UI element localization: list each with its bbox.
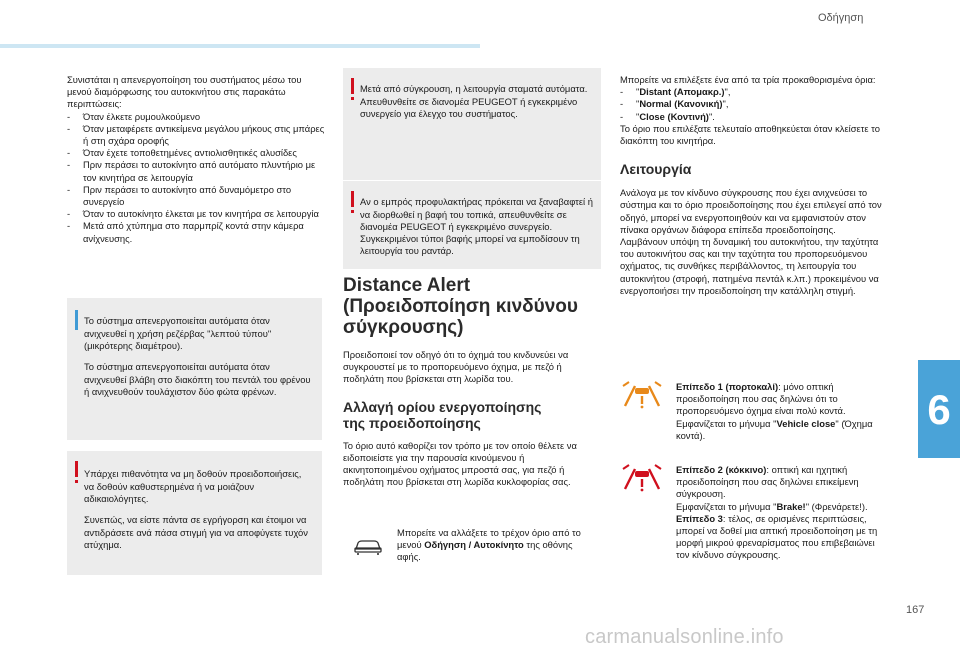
page-number: 167 [906, 604, 925, 616]
level-3-label: Επίπεδο 3 [676, 512, 723, 524]
warning-icon-dot [351, 210, 354, 213]
list-item: - Πριν περάσει το αυτοκίνητο από αυτόματο πλυντήριο με τον κινητήρα σε λειτουργία [67, 159, 327, 183]
list-item: - "Close (Κοντινή)". [620, 111, 882, 123]
note-text: Μπορείτε να αλλάξετε το τρέχον όριο από το μενού [397, 527, 581, 551]
options-outro: Το όριο που επιλέξατε τελευταίο αποθηκεύεται όταν κλείσετε το διακόπτη του κινητήρα. [620, 122, 880, 147]
warning-icon-dot [75, 480, 78, 483]
warning-paragraph: Υπάρχει πιθανότητα να μη δοθούν προειδοποιήσεις, να δοθούν καθυστερημένα ή να μοιάζουν αδικαιολόγητες. [84, 468, 302, 504]
heading-line: σύγκρουσης) [343, 317, 464, 338]
options-intro: Μπορείτε να επιλέξετε ένα από τα τρία προκαθορισμένα όρια: [620, 74, 876, 85]
list-item: - "Distant (Απομακρ.)", [620, 86, 882, 98]
warning-icon [351, 78, 354, 94]
level-1-label: Επίπεδο 1 (πορτοκαλί) [676, 381, 779, 392]
list-item: - Όταν έχετε τοποθετημένες αντιολισθητικές αλυσίδες [67, 147, 327, 159]
warning-paragraph: Συνεπώς, να είστε πάντα σε εγρήγορση και έτοιμοι να αντιδράσετε ανά πάσα στιγμή για να αποφύγετε τυχόν ατύχημα. [84, 514, 308, 550]
level-1-text [676, 381, 886, 418]
option-normal: Normal (Κανονική) [639, 98, 723, 110]
info-box-paragraph: Το σύστημα απενεργοποιείται αυτόματα όταν ανιχνευθεί βλάβη στο διακόπτη του πεντάλ του φρένου ή ανιχνευθούν τουλάχιστον δύο φώτα φρένων. [84, 361, 311, 397]
column-1 [67, 74, 327, 245]
info-box [67, 298, 322, 440]
level-1-block [676, 381, 886, 442]
collision-alert-red-icon [621, 463, 663, 493]
list-item: - Πριν περάσει το αυτοκίνητο από δυναμόμετρο στο συνεργείο [67, 184, 327, 208]
option-close: Close (Κοντινή) [639, 110, 709, 122]
options-list [620, 86, 882, 123]
level-2-3-block [676, 464, 886, 562]
heading-line: Αλλαγή ορίου ενεργοποίησης [343, 398, 542, 415]
option-distant: Distant (Απομακρ.) [639, 86, 725, 98]
chapter-tab [918, 360, 960, 458]
section-paragraph: Προειδοποιεί τον οδηγό ότι το όχημά του κινδυνεύει να συγκρουστεί με το προπορευόμενο όχημα, με πεζό ή ποδηλάτη που βρίσκεται στη λωρίδα του. [343, 349, 569, 385]
section-heading [343, 275, 601, 338]
list-item: - Όταν έλκετε ρυμουλκούμενο [67, 111, 327, 123]
operation-heading: Λειτουργία [620, 161, 692, 178]
column-3 [620, 74, 882, 297]
level-2-text [676, 464, 886, 501]
watermark: carmanualsonline.info [585, 626, 784, 648]
warning-icon [75, 461, 78, 477]
col1-intro: Συνιστάται η απενεργοποίηση του συστήματος μέσω του μενού διαμόρφωσης του αυτοκινήτου στις παρακάτω περιπτώσεις: [67, 74, 302, 110]
menu-note-text [397, 527, 597, 564]
level-1-message [676, 418, 886, 442]
car-icon [353, 536, 383, 556]
level-text: : μόνο οπτική προειδοποίηση που σας δηλώνει ότι το προπορευόμενο όχημα είναι πολύ κοντά. [676, 381, 846, 417]
menu-path-sep: / [466, 539, 474, 551]
menu-note [397, 527, 597, 564]
chapter-number: 6 [927, 386, 951, 433]
subsection-heading [343, 399, 601, 431]
level-text: : τέλος, σε ορισμένες περιπτώσεις, μπορεί να δοθεί μια απτική προειδοποίηση με τη μορφή μικρού φρεναρίσματος που επιβεβαιώνει τον κίνδυνο σύγκρουσης. [676, 512, 878, 561]
list-item: - Όταν το αυτοκίνητο έλκεται με τον κινητήρα σε λειτουργία [67, 208, 327, 220]
warning-icon [351, 191, 354, 207]
column-2-main [343, 275, 601, 488]
section-title: Οδήγηση [818, 12, 864, 24]
warning-paragraph: Μετά από σύγκρουση, η λειτουργία σταματά αυτόματα. Απευθυνθείτε σε διανομέα PEUGEOT ή εγκεκριμένο συνεργείο για έλεγχο του συστήματος. [360, 83, 588, 119]
list-item: - Όταν μεταφέρετε αντικείμενα μεγάλου μήκους στις μπάρες ή στη σχάρα οροφής [67, 123, 327, 147]
warning-box [343, 68, 601, 180]
info-box-paragraph: Το σύστημα απενεργοποιείται αυτόματα όταν ανιχνευθεί η χρήση ρεζέρβας "λεπτού τύπου" (μικρότερης διαμέτρου). [84, 315, 272, 351]
warning-box [67, 451, 322, 575]
info-icon [75, 310, 78, 330]
vehicle-close-message: Vehicle close [776, 417, 836, 429]
message-text: Εμφανίζεται το μήνυμα " [676, 500, 777, 512]
message-text: Εμφανίζεται το μήνυμα " [676, 417, 777, 429]
list-item: - "Normal (Κανονική)", [620, 98, 882, 110]
warning-paragraph: Αν ο εμπρός προφυλακτήρας πρόκειται να ξαναβαφτεί ή να διορθωθεί η βαφή του τοπικά, απευθυνθείτε σε διανομέα PEUGEOT ή εγκεκριμένο συνεργείο. Συγκεκριμένοι τύποι βαφής μπορεί να εμποδίσουν τη λειτουργία του ραντάρ. [360, 196, 593, 257]
warning-box [343, 181, 601, 269]
menu-path-driving: Οδήγηση [424, 539, 467, 551]
heading-line: (Προειδοποίηση κινδύνου [343, 296, 578, 317]
collision-alert-orange-icon [621, 380, 663, 410]
subsection-paragraph: Το όριο αυτό καθορίζει τον τρόπο με τον οποίο θέλετε να ειδοποιείστε για την παρουσία κινούμενου ή ακινητοποιημένου οχήματος μπροστά σας, για πεζό ή ποδηλάτη που βρίσκεται στη λωρίδα κυκλοφορίας σας. [343, 439, 577, 488]
level-3-text [676, 513, 886, 562]
level-text: : οπτική και ηχητική προειδοποίηση που σας δηλώνει επικείμενη σύγκρουση. [676, 464, 859, 500]
note-text: της οθόνης αφής. [397, 539, 573, 563]
operation-paragraph: Ανάλογα με τον κίνδυνο σύγκρουσης που έχει ανιχνεύσει το σύστημα και το όριο προειδοποίησης που έχει επιλεγεί από τον οδηγό, μπορεί να ενεργοποιηθούν και να εμφανιστούν στον πίνακα οργάνων διάφορα επίπεδα προειδοποίησης. Λαμβάνουν υπόψη τη δυναμική του αυτοκινήτου, την ταχύτητα του αυτοκινήτου σας και την ταχύτητα του προπορευόμενου οχήματος, τις συνθήκες περιβάλλοντος, τη λειτουργία του αυτοκινήτου (στροφή, πατημένα πεντάλ κ.λπ.) προκειμένου να ενεργοποιήσει την προειδοποίηση την κατάλληλη στιγμή. [620, 187, 882, 296]
conditions-list [67, 111, 327, 245]
header-accent-bar [0, 44, 480, 48]
menu-path-vehicle: Αυτοκίνητο [473, 539, 524, 551]
level-2-label: Επίπεδο 2 (κόκκινο) [676, 464, 767, 475]
message-text: " (Όχημα κοντά). [676, 417, 873, 441]
level-2-message [676, 501, 886, 513]
list-item: - Μετά από χτύπημα στο παρμπρίζ κοντά στην κάμερα ανίχνευσης. [67, 220, 327, 244]
brake-message: Brake! [776, 500, 806, 512]
heading-line: Distance Alert [343, 275, 471, 296]
heading-line: της προειδοποίησης [343, 414, 481, 431]
message-text: " (Φρενάρετε!). [805, 500, 868, 512]
warning-icon-dot [351, 97, 354, 100]
